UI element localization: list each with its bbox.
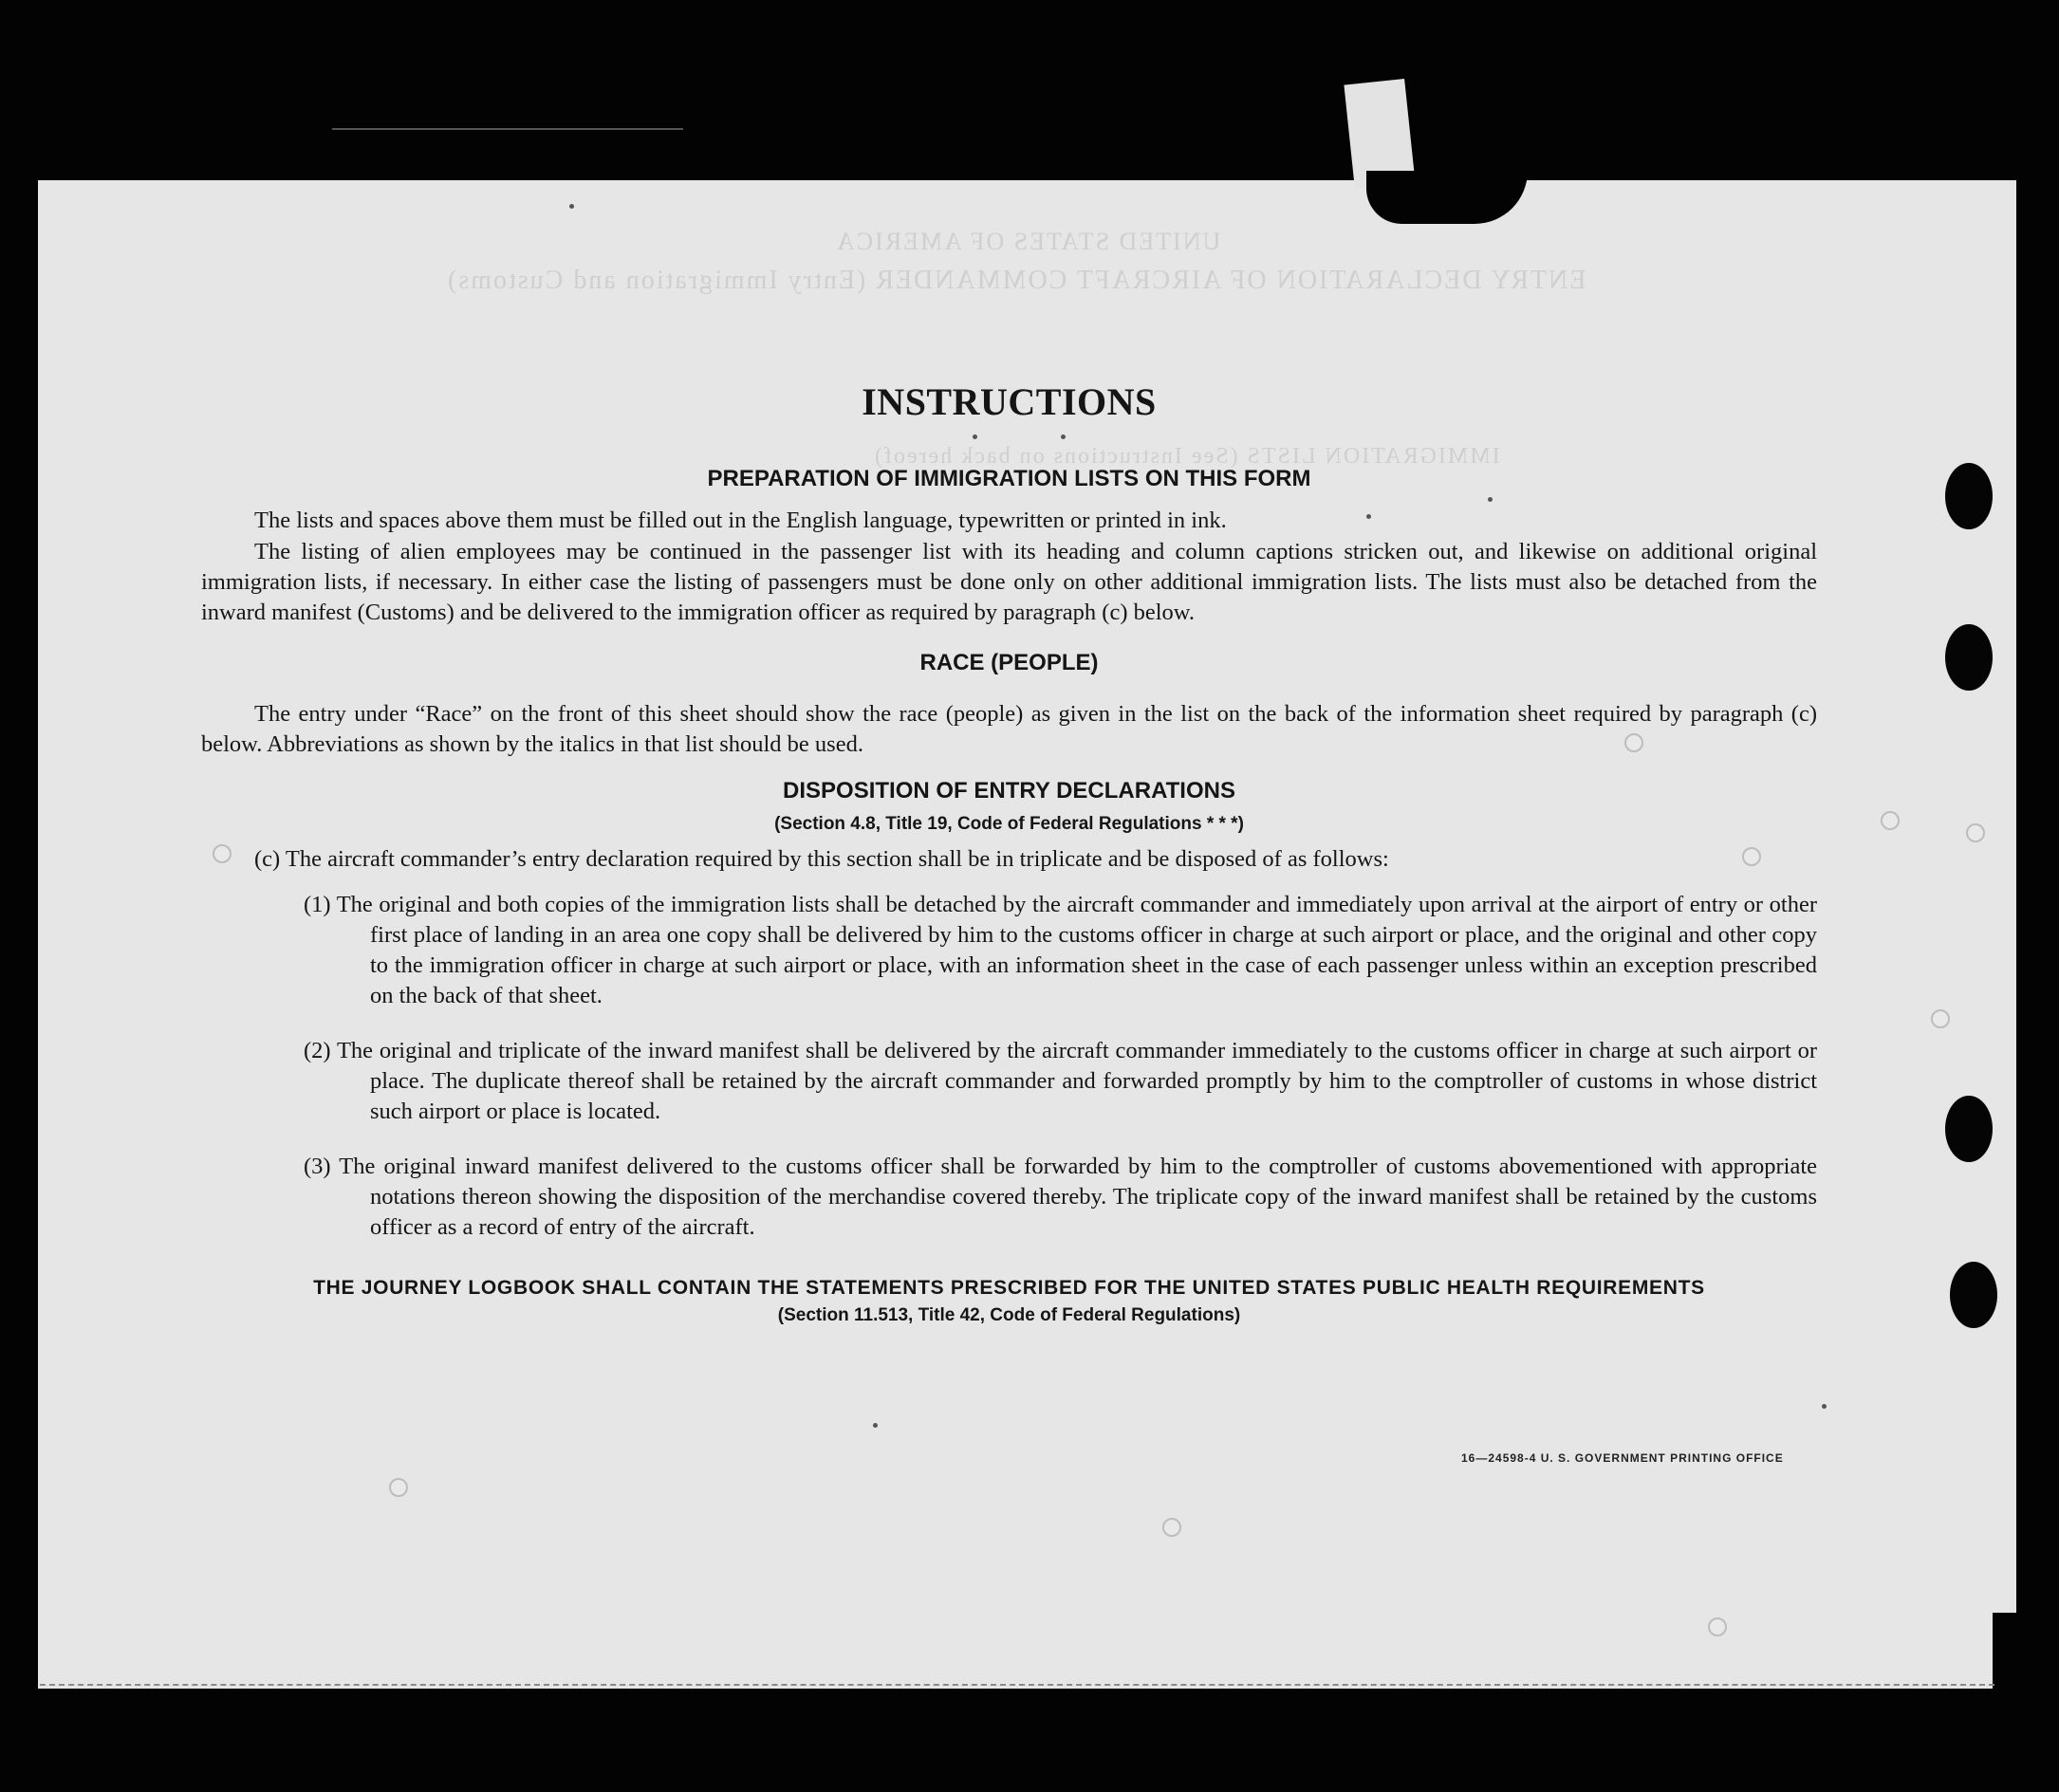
ring-mark — [1881, 811, 1900, 830]
race-heading: RACE (PEOPLE) — [919, 650, 1099, 675]
disposition-heading: DISPOSITION OF ENTRY DECLARATIONS — [783, 778, 1235, 804]
disposition-item-3: (3) The original inward manifest delivered to the customs officer shall be forwarded by him to the comptroller of customs abovementioned with appropriate notations thereon showing the disposition of the merchandise covered thereby. The triplicate copy of the inward manifest shall be retained by the customs officer as a record of entry of the aircraft. — [304, 1154, 1817, 1240]
speck — [569, 204, 574, 209]
speck — [1822, 1404, 1827, 1409]
punch-hole — [1945, 463, 1993, 529]
ring-mark — [1162, 1518, 1181, 1537]
instructions-body — [201, 379, 1817, 1336]
page-title: INSTRUCTIONS — [862, 380, 1157, 423]
disposition-item-2: (2) The original and triplicate of the inward manifest shall be delivered by the aircraft commander immediately to the customs officer in charge at such airport or place. The duplicate thereof shall be retained by the aircraft commander and forwarded promptly by him to the comptroller of customs in whose district such airport or place is located. — [304, 1038, 1817, 1124]
ring-mark — [1931, 1009, 1950, 1028]
bleed-through-lists: IMMIGRATION LISTS (See Instructions on back hereof) — [873, 444, 1500, 469]
bottom-edge-rule — [40, 1684, 1994, 1686]
top-rule — [332, 128, 683, 130]
sheet-tear — [1993, 1613, 2059, 1727]
bleed-through-title: UNITED STATES OF AMERICA — [835, 228, 1221, 255]
race-paragraph: The entry under “Race” on the front of this sheet should show the race (people) as given in the list on the back of the information sheet required by paragraph (c) below. Abbreviations as shown by the italics in that list should be used. — [201, 701, 1817, 757]
preparation-paragraph-2: The listing of alien employees may be continued in the passenger list with its heading and column captions stricken out, and likewise on additional original immigration lists, if necessary. In either case the listing of passengers must be done only on other additional immigration lists. The lists must also be detached from the inward manifest (Customs) and be delivered to the immigration officer as required by paragraph (c) below. — [201, 539, 1817, 625]
disposition-clause-c: (c) The aircraft commander’s entry declaration required by this section shall be in triplicate and be disposed of as follows: — [254, 846, 1389, 872]
disposition-citation: (Section 4.8, Title 19, Code of Federal Regulations * * *) — [774, 814, 1244, 834]
ring-mark — [1708, 1617, 1727, 1636]
bleed-through-heading: ENTRY DECLARATION OF AIRCRAFT COMMANDER (Entry Immigration and Customs) — [446, 266, 1586, 295]
punch-hole — [1945, 624, 1993, 691]
logbook-statement: THE JOURNEY LOGBOOK SHALL CONTAIN THE STATEMENTS PRESCRIBED FOR THE UNITED STATES PUBLIC HEALTH REQUIREMENTS — [313, 1277, 1705, 1299]
logbook-citation: (Section 11.513, Title 42, Code of Federal Regulations) — [777, 1305, 1241, 1325]
printer-imprint: 16—24598-4 U. S. GOVERNMENT PRINTING OFFICE — [1461, 1451, 1784, 1465]
ring-mark — [389, 1478, 408, 1497]
disposition-item-1: (1) The original and both copies of the immigration lists shall be detached by the aircraft commander and immediately upon arrival at the airport of entry or other first place of landing in an area one copy shall be delivered by him to the customs officer in charge at such airport or place, and the original and other copy to the immigration officer in charge at such airport or place, with an information sheet in the case of each passenger unless within an exception prescribed on the back of that sheet. — [304, 892, 1817, 1008]
preparation-heading: PREPARATION OF IMMIGRATION LISTS ON THIS FORM — [707, 466, 1311, 491]
speck — [873, 1423, 878, 1428]
ring-mark — [1966, 823, 1985, 842]
punch-hole — [1945, 1096, 1993, 1162]
punch-hole — [1950, 1262, 1997, 1328]
preparation-paragraph-1: The lists and spaces above them must be filled out in the English language, typewritten or printed in ink. — [254, 508, 1227, 533]
